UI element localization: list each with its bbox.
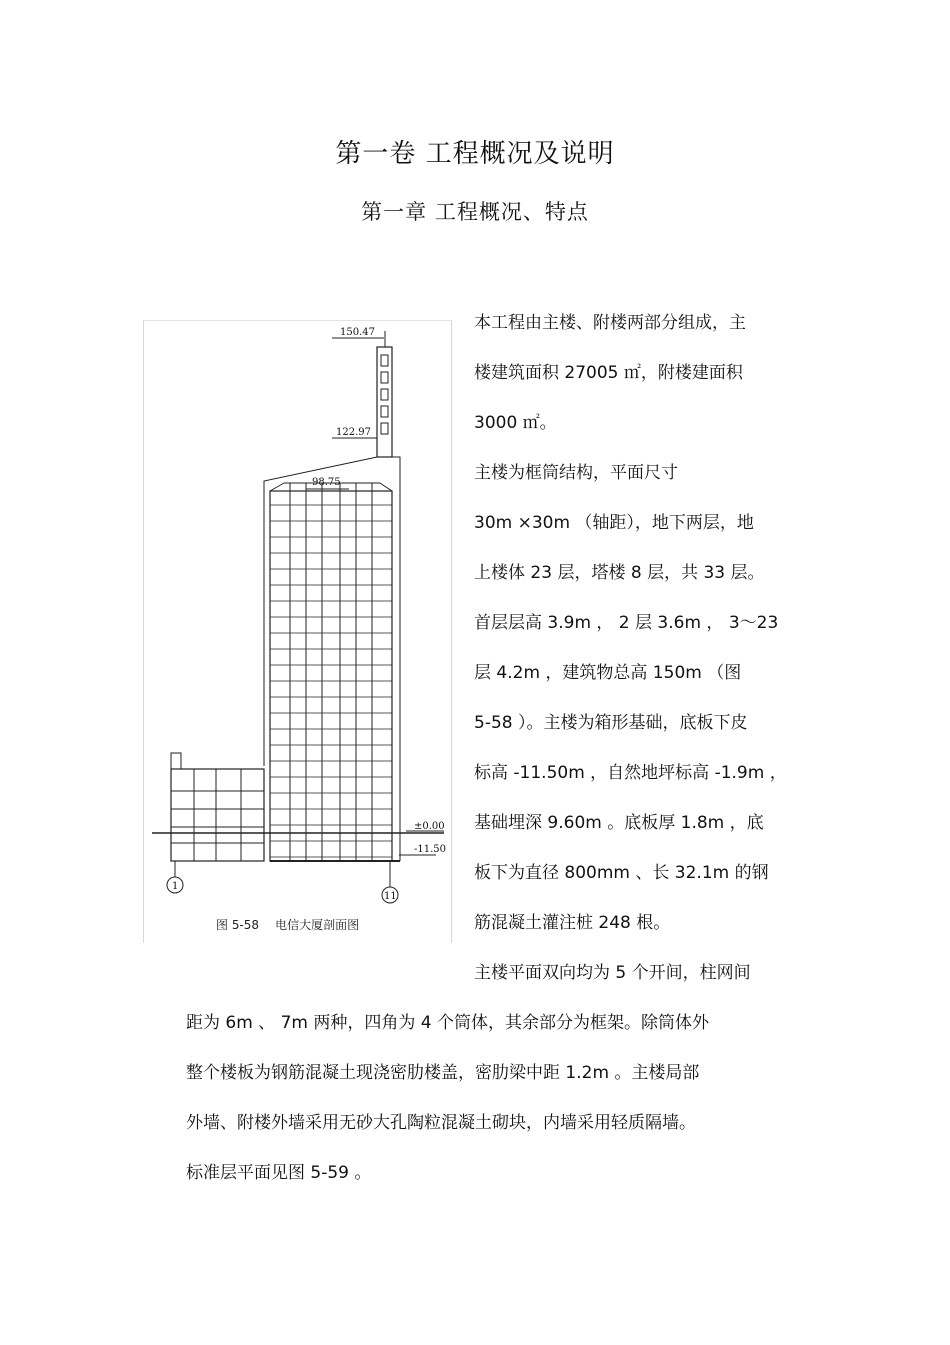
paragraph-line: 层 4.2m ，建筑物总高 150m （图	[474, 663, 742, 683]
paragraph-line: 5-58 ）。主楼为箱形基础，底板下皮	[474, 713, 748, 733]
level-label-top: 150.47	[340, 327, 375, 338]
section-figure	[143, 320, 452, 943]
paragraph-line: 基础埋深 9.60m 。底板厚 1.8m ，底	[474, 813, 764, 833]
paragraph-line: 板下为直径 800mm 、长 32.1m 的钢	[474, 863, 769, 883]
paragraph-line: 上楼体 23 层，塔楼 8 层，共 33 层。	[474, 563, 765, 583]
paragraph-line: 筋混凝土灌注桩 248 根。	[474, 913, 671, 933]
level-label-basement: -11.50	[414, 844, 447, 855]
paragraph-line: 外墙、附楼外墙采用无砂大孔陶粒混凝土砌块，内墙采用轻质隔墙。	[186, 1113, 696, 1133]
paragraph-line: 楼建筑面积 27005 ㎡，附楼建面积	[474, 363, 743, 383]
axis-label-left: 1	[172, 881, 179, 892]
level-label-ground: ±0.00	[414, 821, 445, 832]
level-label-main-roof: 98.75	[312, 477, 341, 488]
paragraph-line: 主楼平面双向均为 5 个开间，柱网间	[474, 963, 751, 983]
figure-caption-number: 图 5-58	[216, 918, 260, 932]
building-section-drawing	[144, 321, 451, 911]
paragraph-line: 首层层高 3.9m ， 2 层 3.6m ， 3～23	[474, 613, 779, 633]
paragraph-line: 主楼为框筒结构，平面尺寸	[474, 463, 678, 483]
paragraph-line: 整个楼板为钢筋混凝土现浇密肋楼盖，密肋梁中距 1.2m 。主楼局部	[186, 1063, 700, 1083]
figure-caption-text: 电信大厦剖面图	[275, 918, 360, 932]
level-label-tower-roof: 122.97	[336, 427, 371, 438]
axis-label-right: 11	[384, 891, 397, 902]
paragraph-line: 本工程由主楼、附楼两部分组成，主	[474, 313, 746, 333]
paragraph-line: 距为 6m 、 7m 两种，四角为 4 个筒体，其余部分为框架。除筒体外	[186, 1013, 709, 1033]
paragraph-line: 3000 ㎡。	[474, 413, 557, 433]
figure-caption	[216, 916, 375, 933]
volume-title: 第一卷 工程概况及说明	[335, 139, 615, 169]
chapter-title: 第一章 工程概况、特点	[361, 200, 589, 224]
paragraph-line: 标准层平面见图 5-59 。	[186, 1163, 372, 1183]
paragraph-line: 30m ×30m （轴距），地下两层，地	[474, 513, 754, 533]
paragraph-line: 标高 -11.50m ，自然地坪标高 -1.9m ，	[474, 763, 787, 783]
